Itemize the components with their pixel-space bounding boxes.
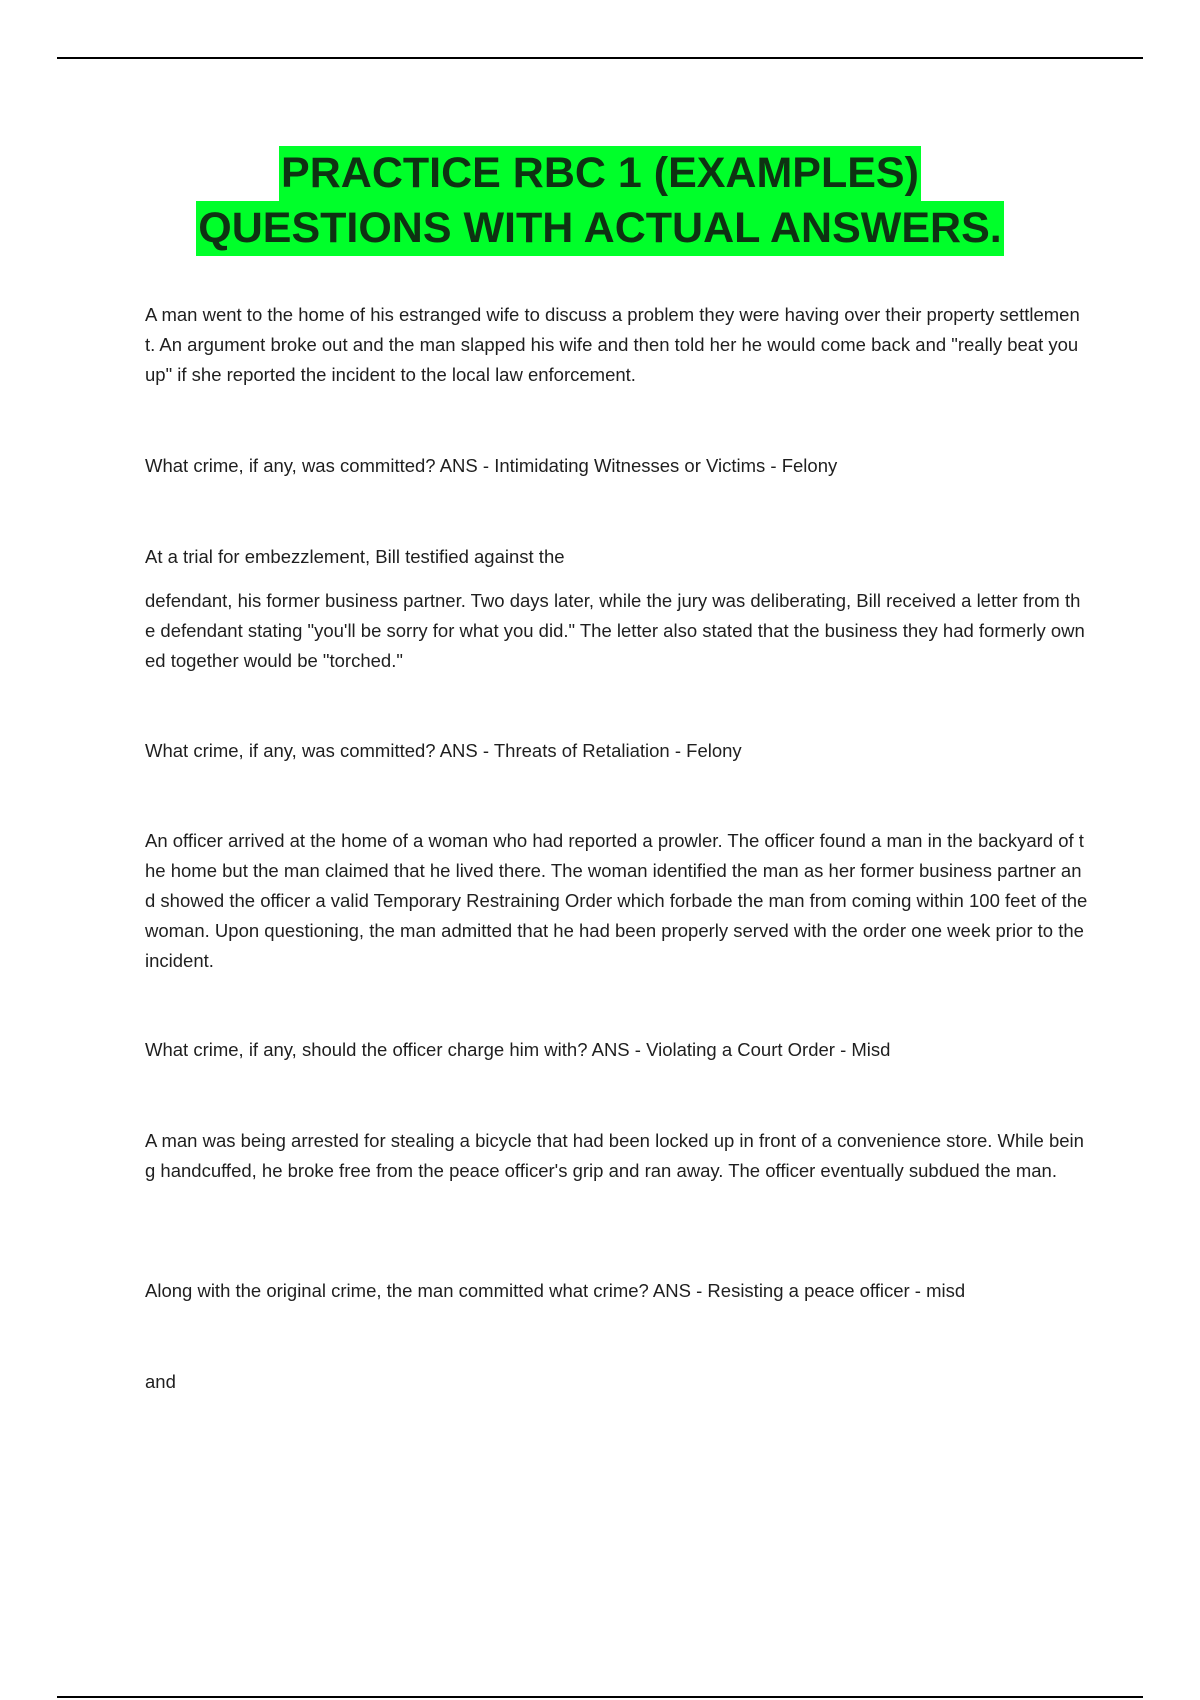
qa-4: Along with the original crime, the man committed what crime? ANS - Resisting a peace officer - misd	[145, 1280, 966, 1301]
top-rule	[57, 57, 1143, 59]
scenario-3: An officer arrived at the home of a woman who had reported a prowler. The officer found a man in the backyard of the home but the man claimed that he lived there. The woman identified the man as her former business partner and showed the officer a valid Temporary Restraining Order which forbade the man from coming within 100 feet of the woman. Upon questioning, the man admitted that he had been properly served with the order one week prior to the incident.	[145, 830, 1088, 971]
scenario-4: A man was being arrested for stealing a bicycle that had been locked up in front of a convenience store. While being handcuffed, he broke free from the peace officer's grip and ran away. The officer eventually subdued the man.	[145, 1130, 1084, 1181]
title-line-2: QUESTIONS WITH ACTUAL ANSWERS.	[196, 201, 1003, 256]
scenario-2: defendant, his former business partner. Two days later, while the jury was deliberating, Bill received a letter from the defendant stating "you'll be sorry for what you did." The letter also stated that the business they had formerly owned together would be "torched."	[145, 590, 1085, 671]
scenario-2-intro: At a trial for embezzlement, Bill testified against the	[145, 546, 565, 567]
qa-2: What crime, if any, was committed? ANS - Threats of Retaliation - Felony	[145, 740, 742, 761]
title-line-1: PRACTICE RBC 1 (EXAMPLES)	[279, 146, 921, 201]
bottom-rule	[57, 1696, 1143, 1698]
document-title	[0, 146, 1200, 256]
trailing-text: and	[145, 1371, 176, 1392]
scenario-1: A man went to the home of his estranged wife to discuss a problem they were having over their property settlement. An argument broke out and the man slapped his wife and then told her he would come back and "really beat you up" if she reported the incident to the local law enforcement.	[145, 304, 1080, 385]
qa-1: What crime, if any, was committed? ANS - Intimidating Witnesses or Victims - Felony	[145, 455, 838, 476]
qa-3: What crime, if any, should the officer charge him with? ANS - Violating a Court Order - Misd	[145, 1039, 891, 1060]
